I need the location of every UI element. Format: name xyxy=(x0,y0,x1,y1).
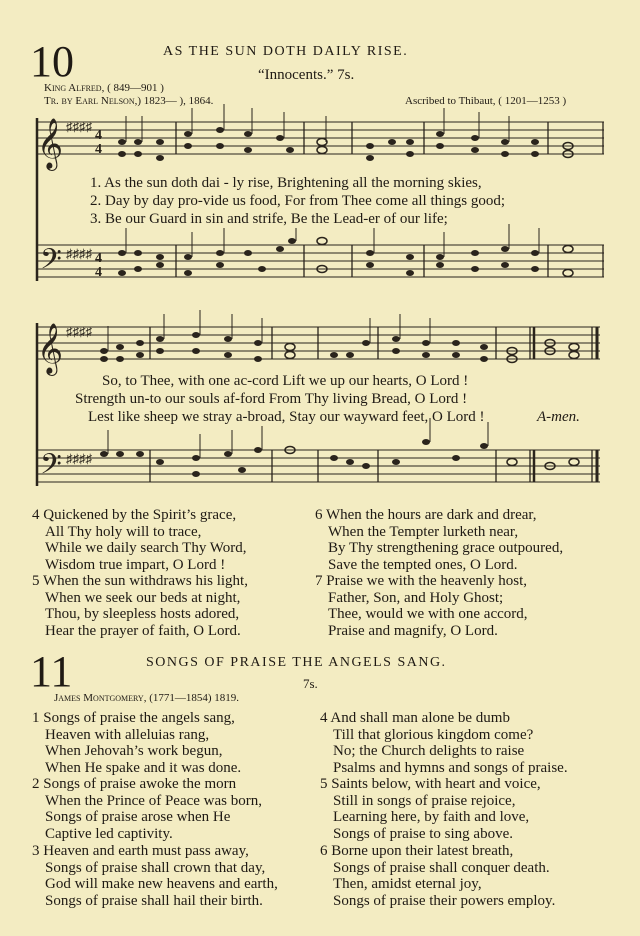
lyric-line-3: 3. Be our Guard in sin and strife, Be the Lead-er of our life; xyxy=(90,211,448,227)
tune-name: “Innocents.” 7s. xyxy=(258,67,355,83)
treble-staff-2 xyxy=(37,327,600,359)
svg-text:♯♯♯♯: ♯♯♯♯ xyxy=(66,246,92,261)
lyric-line-1: 1. As the sun doth dai - ly rise, Brightening all the morning skies, xyxy=(90,175,482,191)
svg-text:4: 4 xyxy=(95,265,102,280)
bass-clef-icon: 𝄢 xyxy=(40,245,62,282)
author-credit-2: James Montgomery, (1771—1854) 1819. xyxy=(54,692,240,704)
verse-11-1: 1 Songs of praise the angels sang, Heaven with alleluias rang, When Jehovah’s work begun, When He spake and it was done. xyxy=(32,710,242,776)
svg-text:4: 4 xyxy=(95,128,102,143)
svg-text:4: 4 xyxy=(95,142,102,157)
hymn-title: AS THE SUN DOTH DAILY RISE. xyxy=(163,44,409,59)
svg-text:𝄞: 𝄞 xyxy=(37,324,64,373)
verse-11-6: 6 Borne upon their latest breath, Songs of praise shall conquer death. Then, amidst eternal joy, Songs of praise their powers employ. xyxy=(320,843,556,909)
verse-11-4: 4 And shall man alone be dumb Till that glorious kingdom come? No; the Church delights to raise Psalms and hymns and songs of praise. xyxy=(320,710,568,776)
key-signature-icon: ♯♯♯♯ xyxy=(66,119,92,134)
verse-7: 7 Praise we with the heavenly host, Father, Son, and Holy Ghost; Thee, would we with one accord, Praise and magnify, O Lord. xyxy=(315,573,528,639)
lyric-line-6: Lest like sheep we stray a-broad, Stay our wayward feet, O Lord ! xyxy=(88,409,485,425)
verse-5: 5 When the sun withdraws his light, When we seek our beds at night, Thou, by sleepless hosts adored, Hear the prayer of faith, O Lord. xyxy=(32,573,248,639)
verse-6: 6 When the hours are dark and drear, When the Tempter lurketh near, By Thy strengthening grace outpoured, Save the tempted ones, O Lord. xyxy=(315,507,564,573)
hymn-number: 10 xyxy=(30,37,74,86)
bass-staff-2 xyxy=(37,450,600,482)
author-credit: King Alfred, ( 849—901 ) xyxy=(44,82,164,94)
svg-text:♯♯♯♯: ♯♯♯♯ xyxy=(66,451,92,466)
svg-text:4: 4 xyxy=(95,251,102,266)
bass-staff-1 xyxy=(37,245,604,277)
treble-staff-1 xyxy=(37,122,604,154)
verse-11-2: 2 Songs of praise awoke the morn When the Prince of Peace was born, Songs of praise arose when He Captive led captivity. xyxy=(32,776,263,842)
treble-clef-icon: 𝄞 xyxy=(37,119,64,168)
hymn-title-2: SONGS OF PRAISE THE ANGELS SANG. xyxy=(146,655,447,670)
tune-attribution: Ascribed to Thibaut, ( 1201—1253 ) xyxy=(405,95,567,107)
verse-11-3: 3 Heaven and earth must pass away, Songs of praise shall crown that day, God will make new heavens and earth, Songs of praise shall hail their birth. xyxy=(32,843,278,909)
hymn-number-2: 11 xyxy=(30,647,73,696)
amen-label: A-men. xyxy=(537,409,580,425)
svg-text:♯♯♯♯: ♯♯♯♯ xyxy=(66,324,92,339)
meter-label: 7s. xyxy=(303,676,318,691)
verse-11-5: 5 Saints below, with heart and voice, Still in songs of praise rejoice, Learning here, by faith and love, Songs of praise to sing above. xyxy=(320,776,541,842)
lyric-line-5: Strength un-to our souls af-ford From Thy living Bread, O Lord ! xyxy=(75,391,468,407)
lyric-line-4: So, to Thee, with one ac-cord Lift we up our hearts, O Lord ! xyxy=(102,373,469,389)
translator-credit: Tr. by Earl Nelson,) 1823— ), 1864. xyxy=(44,95,214,107)
svg-text:𝄢: 𝄢 xyxy=(40,450,62,487)
lyric-line-2: 2. Day by day pro-vide us food, For from Thee come all things good; xyxy=(90,193,506,209)
verse-4: 4 Quickened by the Spirit’s grace, All Thy holy will to trace, While we daily search Thy Word, Wisdom true impart, O Lord ! xyxy=(32,507,247,573)
